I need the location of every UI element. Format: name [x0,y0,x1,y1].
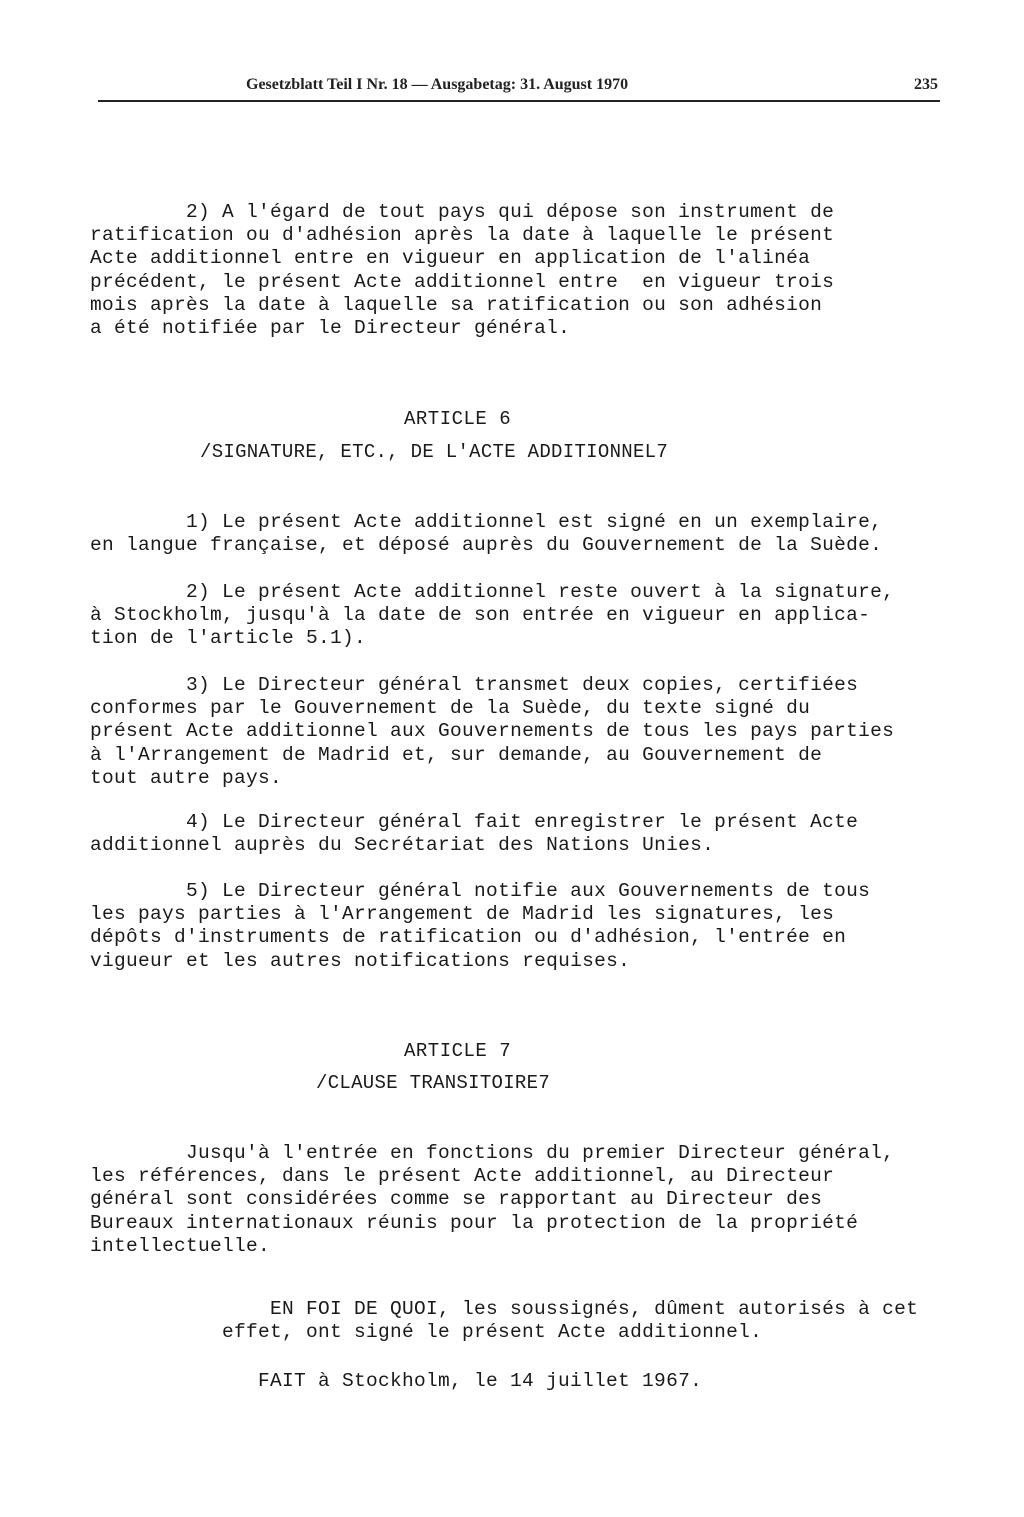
header-rule [98,100,940,102]
article-6-paragraph-5: 5) Le Directeur général notifie aux Gouvernements de tous les pays parties à l'Arrangement de Madrid les signatures, les dépôts d'instruments de ratification ou d'adhésion, l'entrée en vigueur et les autres notifications requises. [90,880,871,972]
page-header [98,74,940,100]
page-number: 235 [914,76,938,93]
closing-formula: EN FOI DE QUOI, les soussignés, dûment autorisés à cet effet, ont signé le présent Acte additionnel. [222,1298,919,1344]
signing-place-date: FAIT à Stockholm, le 14 juillet 1967. [258,1370,703,1392]
article-7-subtitle: /CLAUSE TRANSITOIRE7 [316,1072,551,1094]
article-6-paragraph-2: 2) Le présent Acte additionnel reste ouvert à la signature, à Stockholm, jusqu'à la date de son entrée en vigueur en applica- tion de l'article 5.1). [90,581,895,650]
article-6-paragraph-1: 1) Le présent Acte additionnel est signé en un exemplaire, en langue française, et déposé auprès du Gouvernement de la Suède. [90,511,883,557]
article-5-paragraph-2: 2) A l'égard de tout pays qui dépose son instrument de ratification ou d'adhésion après la date à laquelle le présent Acte additionnel entre en vigueur en application de l'alinéa précédent, le présent Acte additionnel entre en vigueur trois mois après la date à laquelle sa ratification ou son adhésion a été notifiée par le Directeur général. [90,201,835,340]
article-6-paragraph-4: 4) Le Directeur général fait enregistrer le présent Acte additionnel auprès du Secrétariat des Nations Unies. [90,811,859,857]
article-6-subtitle: /SIGNATURE, ETC., DE L'ACTE ADDITIONNEL7 [200,441,669,463]
article-7-heading: ARTICLE 7 [404,1040,512,1062]
article-7-paragraph: Jusqu'à l'entrée en fonctions du premier Directeur général, les références, dans le présent Acte additionnel, au Directeur général sont considérées comme se rapportant au Directeur des Bureaux internationaux réunis pour la protection de la propriété intellectuelle. [90,1142,895,1257]
article-6-paragraph-3: 3) Le Directeur général transmet deux copies, certifiées conformes par le Gouvernement de la Suède, du texte signé du présent Acte additionnel aux Gouvernements de tous les pays parties à l'Arrangement de Madrid et, sur demande, au Gouvernement de tout autre pays. [90,674,895,789]
article-6-heading: ARTICLE 6 [404,408,512,430]
gazette-title: Gesetzblatt Teil I Nr. 18 — Ausgabetag: 31. August 1970 [246,76,629,93]
